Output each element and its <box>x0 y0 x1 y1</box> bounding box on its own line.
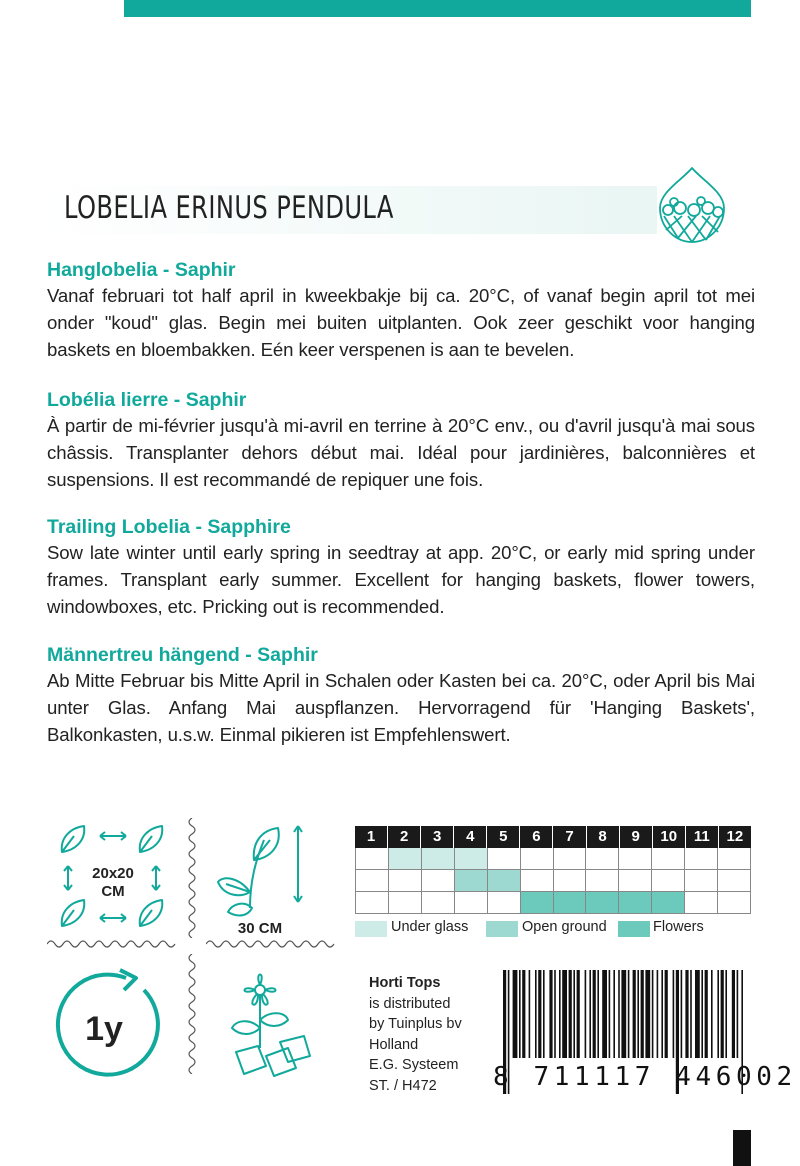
transplant-pots-icon <box>218 962 328 1084</box>
brand-name: Horti Tops <box>369 975 441 991</box>
pricking-block <box>218 962 328 1084</box>
spacing-value: 20x20 <box>92 865 134 882</box>
calendar-cell <box>718 870 751 892</box>
barcode-bar <box>628 970 630 1058</box>
barcode-bar <box>618 970 620 1058</box>
barcode-bar <box>549 970 552 1058</box>
barcode-bar <box>573 970 575 1058</box>
calendar-cell <box>521 870 554 892</box>
section-body: Vanaf februari tot half april in kweekbakje bij ca. 20°C, of vanaf begin april tot mei onder "koud" glas. Begin mei buiten uitplanten. Ook zeer geschikt voor hanging baskets en bloembakken. Eén keer verspenen is aan te bevelen. <box>47 285 755 360</box>
calendar-cell <box>488 848 521 870</box>
sowing-calendar <box>355 826 751 914</box>
calendar-month-label: 3 <box>421 826 454 848</box>
calendar-row-flowers <box>355 892 751 914</box>
distributor-line: Holland <box>369 1036 419 1053</box>
latin-name-title: LOBELIA ERINUS PENDULA <box>64 190 394 226</box>
calendar-row-open-ground <box>355 870 751 892</box>
barcode-bar <box>609 970 611 1058</box>
calendar-cell <box>652 892 685 914</box>
calendar-cell <box>356 892 389 914</box>
distributor-line: by Tuinplus bv <box>369 1016 462 1032</box>
barcode-bar <box>597 970 599 1058</box>
calendar-cell <box>554 848 587 870</box>
barcode-bar <box>562 970 567 1058</box>
calendar-cell <box>652 870 685 892</box>
section-body: Sow late winter until early spring in seedtray at app. 20°C, or early mid spring under frames. Transplant early summer. Excellent for hanging baskets, flower towers, windowboxes, etc. Pricking out is recommended. <box>47 542 755 617</box>
barcode-bar <box>519 970 521 1058</box>
calendar-cell <box>619 892 652 914</box>
barcode-bar <box>665 970 668 1058</box>
calendar-month-label: 7 <box>553 826 586 848</box>
calendar-month-label: 1 <box>355 826 388 848</box>
calendar-cell <box>488 870 521 892</box>
section-heading: Hanglobelia - Saphir <box>47 259 236 281</box>
calendar-month-label: 11 <box>686 826 719 848</box>
calendar-cell <box>422 870 455 892</box>
barcode-bar <box>641 970 644 1058</box>
barcode-bar <box>721 970 724 1058</box>
calendar-cell <box>652 848 685 870</box>
legend-label: Flowers <box>653 919 704 935</box>
section-heading: Lobélia lierre - Saphir <box>47 389 247 411</box>
distributor-line: is distributed <box>369 995 451 1012</box>
hanging-basket-icon <box>654 166 730 246</box>
barcode-bar <box>701 970 703 1058</box>
calendar-legend <box>355 918 755 940</box>
calendar-cell <box>521 892 554 914</box>
barcode-bar <box>652 970 654 1058</box>
barcode-bar <box>690 970 692 1058</box>
calendar-cell <box>586 848 619 870</box>
calendar-cell <box>619 848 652 870</box>
section-english <box>47 515 755 620</box>
barcode-bar <box>589 970 591 1058</box>
plant-spacing-icon <box>52 818 174 936</box>
barcode-bar <box>522 970 525 1058</box>
barcode-bar <box>554 970 556 1058</box>
spacing-block <box>52 818 174 936</box>
calendar-cell <box>718 848 751 870</box>
barcode-bar <box>513 970 518 1058</box>
legend-label: Under glass <box>391 919 469 935</box>
legend-swatch <box>618 921 650 937</box>
barcode-bar <box>602 970 607 1058</box>
calendar-cell <box>356 848 389 870</box>
calendar-cell <box>554 892 587 914</box>
barcode-bar <box>621 970 626 1058</box>
height-value: 30 CM <box>237 920 283 937</box>
barcode-bar <box>657 970 659 1058</box>
calendar-month-label: 10 <box>653 826 686 848</box>
barcode-bar <box>637 970 639 1058</box>
section-heading: Männertreu hängend - Saphir <box>47 644 318 666</box>
distributor-line: ST. / H472 <box>369 1077 437 1094</box>
barcode-bar <box>543 970 545 1058</box>
calendar-cell <box>619 870 652 892</box>
legend-swatch <box>355 921 387 937</box>
legend-swatch <box>486 921 518 937</box>
barcode-bar <box>559 970 561 1058</box>
calendar-cell <box>521 848 554 870</box>
height-block <box>212 820 324 938</box>
barcode-bar <box>529 970 531 1058</box>
calendar-cell <box>685 848 718 870</box>
barcode-bar <box>685 970 688 1058</box>
section-body: À partir de mi-février jusqu'à mi-avril en terrine à 20°C env., ou d'avril jusqu'à mai sous châssis. Transplanter dehors début mai. Idéal pour jardinières, balconnières et suspensions. Il est recommandé de repiquer une fois. <box>47 415 755 490</box>
barcode-bar <box>569 970 572 1058</box>
calendar-month-header <box>355 826 751 848</box>
section-french <box>47 388 755 493</box>
plant-height-icon <box>212 820 324 938</box>
calendar-cell <box>389 870 422 892</box>
calendar-cell <box>455 892 488 914</box>
calendar-cell <box>685 892 718 914</box>
calendar-month-label: 9 <box>620 826 653 848</box>
top-accent-bar <box>124 0 751 17</box>
barcode-bar <box>725 970 727 1058</box>
barcode-bar <box>695 970 700 1058</box>
section-heading: Trailing Lobelia - Sapphire <box>47 516 291 538</box>
calendar-cell <box>389 848 422 870</box>
barcode-bar <box>645 970 650 1058</box>
calendar-cell <box>488 892 521 914</box>
calendar-cell <box>685 870 718 892</box>
barcode-bar <box>681 970 683 1058</box>
calendar-cell <box>586 892 619 914</box>
annual-cycle-icon <box>44 968 166 1086</box>
barcode-bar <box>633 970 636 1058</box>
calendar-cell <box>389 892 422 914</box>
calendar-month-label: 6 <box>520 826 553 848</box>
calendar-cell <box>554 870 587 892</box>
section-german <box>47 643 755 748</box>
calendar-row-under-glass <box>355 848 751 870</box>
calendar-month-label: 5 <box>487 826 520 848</box>
wavy-divider <box>186 818 198 938</box>
calendar-month-label: 8 <box>587 826 620 848</box>
barcode-bar <box>661 970 663 1058</box>
calendar-cell <box>356 870 389 892</box>
lifecycle-label: 1y <box>85 1010 123 1048</box>
section-dutch <box>47 258 755 363</box>
legend-label: Open ground <box>522 919 607 935</box>
barcode-bar <box>538 970 541 1058</box>
spacing-unit: CM <box>101 883 125 900</box>
barcode-bar <box>593 970 596 1058</box>
barcode-bar <box>673 970 675 1058</box>
barcode-bar <box>535 970 537 1058</box>
calendar-cell <box>718 892 751 914</box>
barcode-bar <box>711 970 713 1058</box>
barcode-bar <box>613 970 615 1058</box>
wavy-divider <box>47 938 177 950</box>
calendar-month-label: 12 <box>726 828 744 845</box>
calendar-cell <box>586 870 619 892</box>
barcode-bar <box>717 970 719 1058</box>
wavy-divider <box>206 938 336 950</box>
print-registration-mark <box>733 1130 751 1166</box>
barcode-bar <box>737 970 739 1058</box>
barcode-bar <box>705 970 708 1058</box>
barcode-digits: 8 711117 446002 <box>493 1062 797 1092</box>
calendar-cell <box>455 870 488 892</box>
calendar-cell <box>455 848 488 870</box>
barcode-bar <box>577 970 580 1058</box>
calendar-cell <box>422 892 455 914</box>
distributor-line: E.G. Systeem <box>369 1057 459 1073</box>
distributor-info <box>369 973 462 1096</box>
section-body: Ab Mitte Februar bis Mitte April in Schalen oder Kasten bei ca. 20°C, oder April bis Mai unter Glas. Anfang Mai auspflanzen. Hervorragend für 'Hanging Baskets', Balkonkasten, u.s.w. Einmal pikieren ist Empfehlenswert. <box>47 670 755 745</box>
lifecycle-block <box>44 968 166 1086</box>
calendar-month-label: 4 <box>454 826 487 848</box>
barcode-bar <box>732 970 735 1058</box>
barcode-bar <box>585 970 587 1058</box>
calendar-cell <box>422 848 455 870</box>
wavy-divider <box>186 954 198 1074</box>
calendar-month-label: 2 <box>388 826 421 848</box>
